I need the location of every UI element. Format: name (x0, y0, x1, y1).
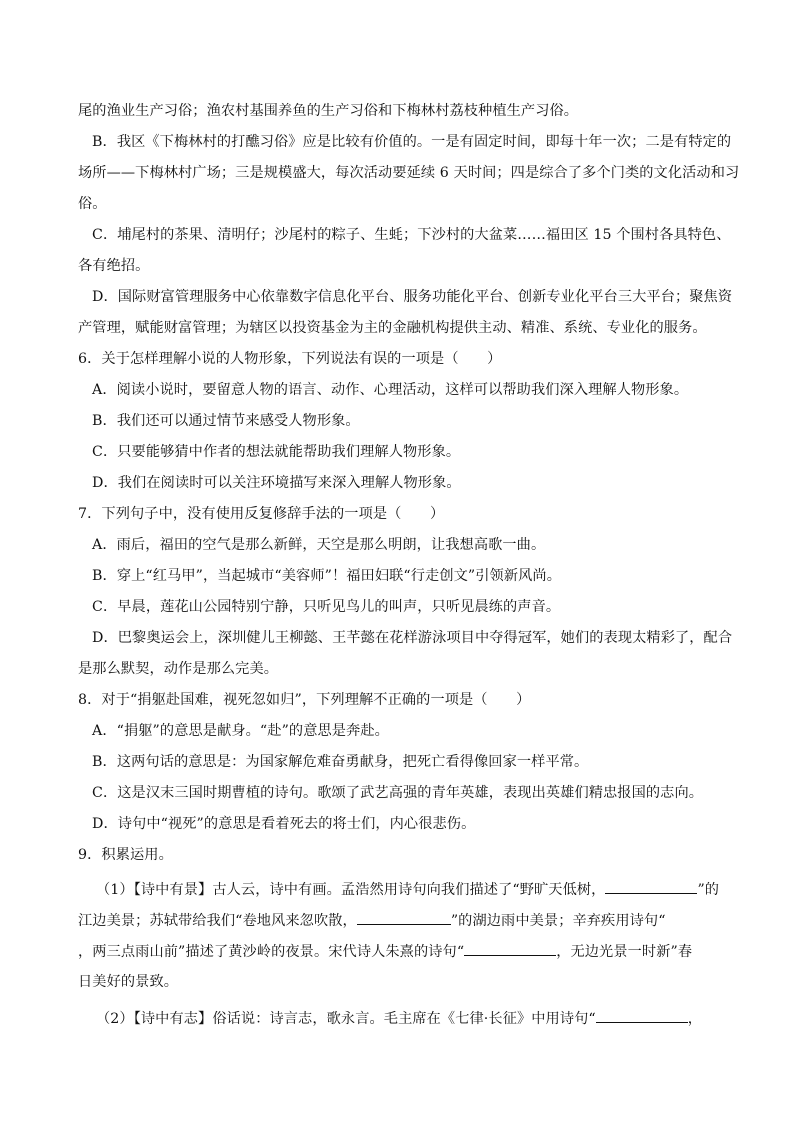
q9-part1-line1 (96, 879, 719, 900)
text-line: 各有绝招。 (78, 258, 150, 274)
question-6: 6．关于怎样理解小说的人物形象，下列说法有误的一项是（ ） (78, 351, 502, 367)
q6-option-a: A．阅读小说时，要留意人物的语言、动作、心理活动，这样可以帮助我们深入理解人物形象。 (92, 382, 689, 398)
option-c-line: C．埔尾村的茶果、清明仔；沙尾村的粽子、生蚝；下沙村的大盆菜……福田区 15 个围村各具特色、 (92, 227, 731, 243)
q9-text: 江边美景；苏轼带给我们“卷地风来忽吹散， (78, 913, 357, 929)
q8-option-b: B．这两句话的意思是：为国家解危难奋勇献身，把死亡看得像回家一样平常。 (92, 754, 589, 770)
q9-text: （2）【诗中有志】俗话说：诗言志，歌永言。毛主席在《七律·长征》中用诗句“ (96, 1011, 596, 1027)
q7-option-c: C．早晨，莲花山公园特别宁静，只听见鸟儿的叫声，只听见晨练的声音。 (92, 599, 561, 615)
q9-part2-line1 (96, 1008, 702, 1029)
q9-part1-line2 (78, 910, 666, 931)
answer-blank[interactable] (605, 879, 697, 894)
q9-text: ， (687, 1011, 703, 1027)
q8-option-c: C．这是汉末三国时期曹植的诗句。歌颂了武艺高强的青年英雄，表现出英雄们精忠报国的志向。 (92, 785, 704, 801)
text-line: 尾的渔业生产习俗；渔农村基围养鱼的生产习俗和下梅林村荔枝种植生产习俗。 (78, 103, 579, 119)
option-d-line: D．国际财富管理服务中心依靠数字信息化平台、服务功能化平台、创新专业化平台三大平台；聚焦资 (92, 289, 733, 305)
q6-option-c: C．只要能够猜中作者的想法就能帮助我们理解人物形象。 (92, 444, 461, 460)
q9-part1-line3 (78, 941, 692, 962)
question-8: 8．对于“捐躯赴国难，视死忽如归”，下列理解不正确的一项是（ ） (78, 692, 531, 708)
q9-part1-line4: 日美好的景致。 (78, 974, 179, 990)
answer-blank[interactable] (596, 1008, 688, 1023)
q9-text: ”的湖边雨中美景；辛弃疾用诗句“ (450, 913, 666, 929)
q9-text: （1）【诗中有景】古人云，诗中有画。孟浩然用诗句向我们描述了“野旷天低树， (96, 882, 606, 898)
question-7: 7．下列句子中，没有使用反复修辞手法的一项是（ ） (78, 506, 445, 522)
text-line: 是那么默契，动作是那么完美。 (78, 661, 279, 677)
text-line: 产管理，赋能财富管理；为辖区以投资基金为主的金融机构提供主动、精准、系统、专业化的服务。 (78, 320, 707, 336)
question-9: 9．积累运用。 (78, 847, 173, 863)
q9-text: ，两三点雨山前”描述了黄沙岭的夜景。宋代诗人朱熹的诗句“ (78, 944, 465, 960)
q6-option-b: B．我们还可以通过情节来感受人物形象。 (92, 413, 360, 429)
q6-option-d: D．我们在阅读时可以关注环境描写来深入理解人物形象。 (92, 475, 461, 491)
q9-text: ，无边光景一时新”春 (556, 944, 693, 960)
q7-option-d: D．巴黎奥运会上，深圳健儿王柳懿、王芊懿在花样游泳项目中夺得冠军，她们的表现太精彩了，配合 (92, 630, 733, 646)
q8-option-a: A．“捐躯”的意思是献身。“赴”的意思是奔赴。 (92, 723, 389, 739)
option-b-line: B．我区《下梅林村的打醮习俗》应是比较有价值的。一是有固定时间，即每十年一次；二是有特定的 (92, 134, 732, 150)
text-line: 场所——下梅林村广场；三是规模盛大，每次活动要延续 6 天时间；四是综合了多个门类的文化活动和习 (78, 165, 740, 181)
q7-option-a: A．雨后，福田的空气是那么新鲜，天空是那么明朗，让我想高歌一曲。 (92, 537, 546, 553)
q8-option-d: D．诗句中“视死”的意思是看着死去的将士们，内心很悲伤。 (92, 816, 476, 832)
text-line: 俗。 (78, 196, 107, 212)
answer-blank[interactable] (464, 941, 556, 956)
q7-option-b: B．穿上“红马甲”，当起城市“美容师”！福田妇联“行走创文”引领新风尚。 (92, 568, 561, 584)
q9-text: ”的 (697, 882, 720, 898)
answer-blank[interactable] (357, 910, 451, 925)
